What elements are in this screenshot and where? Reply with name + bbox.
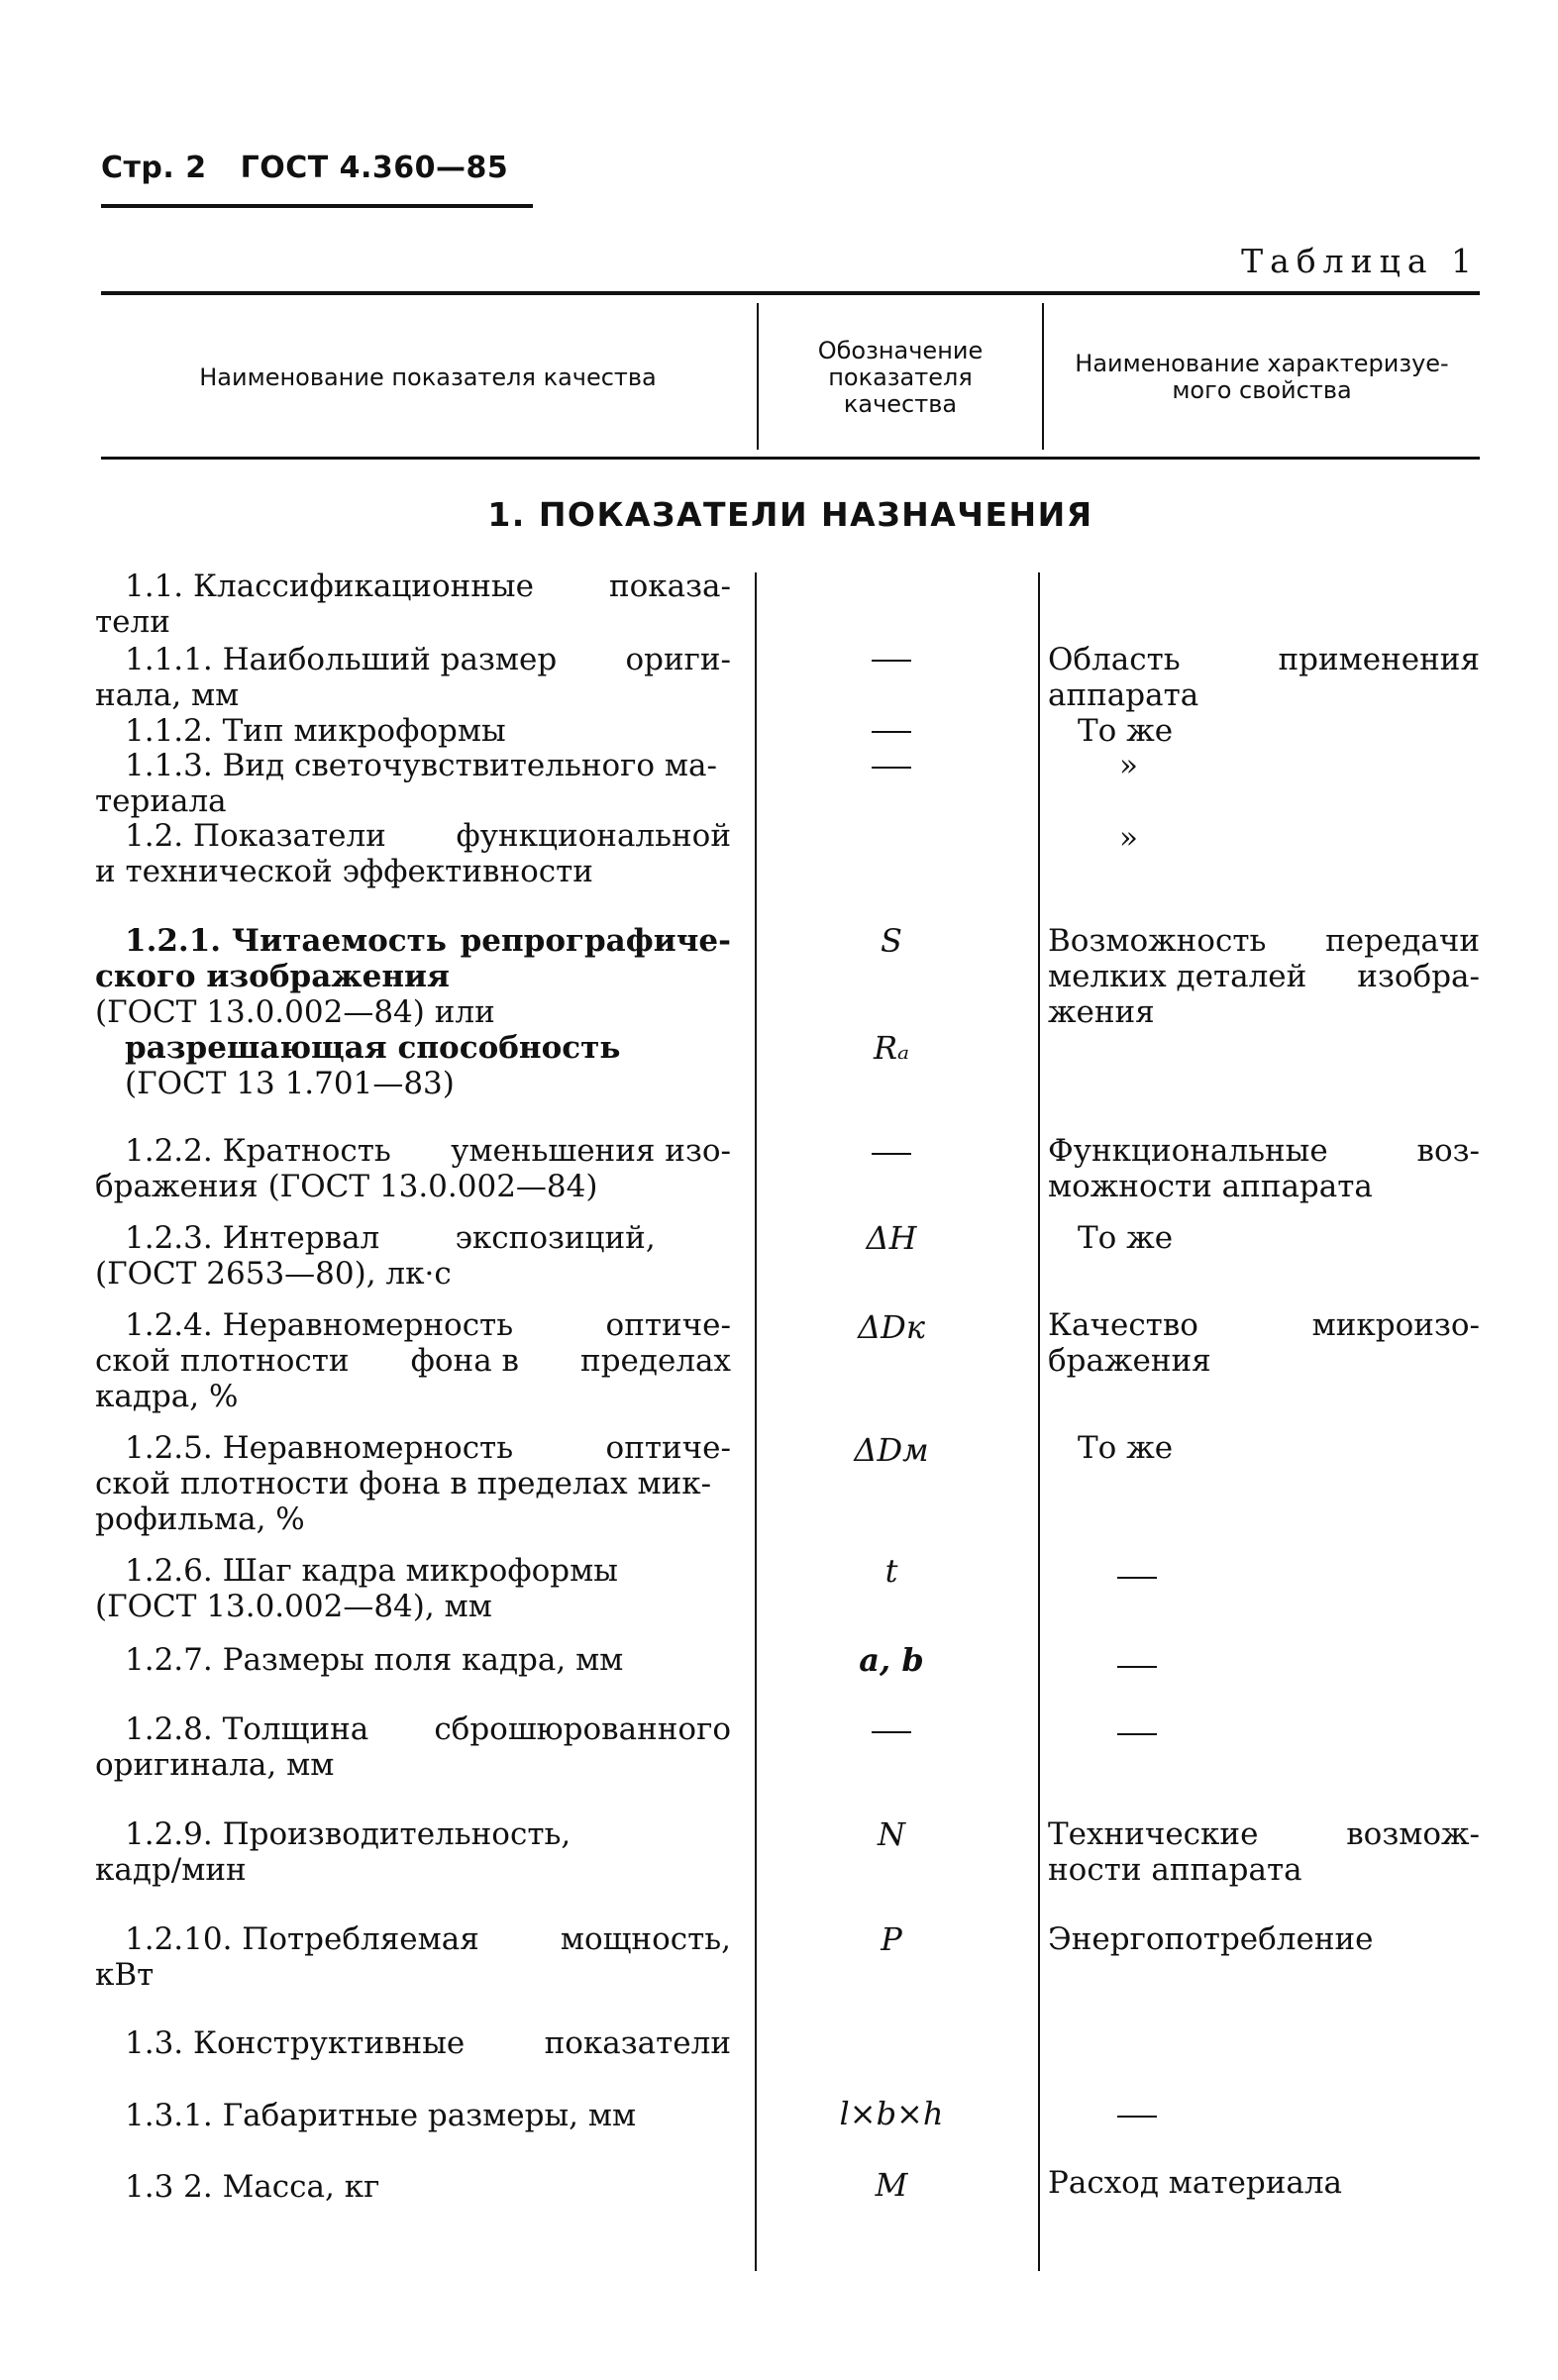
section-title: 1. ПОКАЗАТЕЛИ НАЗНАЧЕНИЯ xyxy=(487,495,1093,534)
row-1-2-name: 1.2. Показатели функциональной и технической эффективности xyxy=(95,818,731,889)
symbol-delta-Dk: ΔDк xyxy=(858,1308,925,1346)
property-1-2-1: Возможность передачи мелких деталей изобра- жения xyxy=(1048,923,1480,1030)
body-divider-1 xyxy=(755,572,757,2271)
row-1-1-name: 1.1. Классификационные показа- тели xyxy=(95,569,731,640)
row-1-2-2-name: 1.2.2. Кратность уменьшения изо- бражения (ГОСТ 13.0.002—84) xyxy=(95,1133,731,1204)
row-1-2-3-name: 1.2.3. Интервал экспозиций, (ГОСТ 2653—80), лк·с xyxy=(95,1220,656,1292)
row-1-2-6-name: 1.2.6. Шаг кадра микроформы (ГОСТ 13.0.002—84), мм xyxy=(95,1553,618,1624)
row-1-3-1-name: 1.3.1. Габаритные размеры, мм xyxy=(125,2098,637,2133)
row-1-3-2-name: 1.3 2. Масса, кг xyxy=(125,2169,380,2205)
property-1-1-3: » xyxy=(1119,748,1138,783)
row-1-2-7-name: 1.2.7. Размеры поля кадра, мм xyxy=(125,1642,624,1678)
symbol-P: P xyxy=(881,1920,902,1958)
row-1-3-name: 1.3. Конструктивные показатели xyxy=(125,2025,731,2061)
property-1-1-2: То же xyxy=(1078,713,1174,749)
table-label: Таблица 1 xyxy=(1241,242,1479,280)
row-1-2-9-name: 1.2.9. Производительность, кадр/мин xyxy=(95,1816,571,1888)
property-1-2-5: То же xyxy=(1078,1430,1174,1466)
property-1-2-2: Функциональные воз- можности аппарата xyxy=(1048,1133,1480,1204)
row-1-2-10-name: 1.2.10. Потребляемая мощность, кВт xyxy=(95,1921,731,1993)
symbol-lbh: l×b×h xyxy=(839,2095,944,2132)
row-1-2-1-name: 1.2.1. Читаемость репрографиче- ского изображения (ГОСТ 13.0.002—84) или разрешающая способность (ГОСТ 13 1.701—83) xyxy=(95,923,731,1101)
symbol-dash-1-1-1 xyxy=(872,660,911,662)
row-1-2-5-name: 1.2.5. Неравномерность оптиче- ской плотности фона в пределах мик- рофильма, % xyxy=(95,1430,731,1537)
property-1-2: » xyxy=(1119,820,1138,856)
row-1-2-8-name: 1.2.8. Толщина сброшюрованного оригинала, мм xyxy=(95,1711,731,1783)
symbol-delta-Dm: ΔDм xyxy=(854,1431,929,1469)
property-dash-1-2-6 xyxy=(1117,1577,1157,1579)
property-1-2-3: То же xyxy=(1078,1220,1174,1256)
standard-code: ГОСТ 4.360—85 xyxy=(240,151,509,185)
property-1-3-2: Расход материала xyxy=(1048,2165,1343,2201)
row-1-1-1-name: 1.1.1. Наибольший размер ориги- нала, мм xyxy=(95,642,731,713)
page-header xyxy=(101,151,508,185)
symbol-S: S xyxy=(881,922,902,960)
property-1-1-1: Область применения аппарата xyxy=(1048,642,1480,713)
table-header-bottom-rule xyxy=(101,457,1480,460)
column-header-property: Наименование характеризуе- мого свойства xyxy=(1075,350,1449,404)
symbol-dash-1-2-8 xyxy=(872,1731,911,1733)
symbol-dash-1-1-3 xyxy=(872,767,911,769)
symbol-delta-H: ΔH xyxy=(866,1219,917,1257)
symbol-dash-1-1-2 xyxy=(872,731,911,733)
property-dash-1-3-1 xyxy=(1117,2116,1157,2118)
column-header-symbol: Обозначение показателя качества xyxy=(817,337,984,418)
row-1-1-3-name: 1.1.3. Вид светочувствительного ма- териала xyxy=(95,748,717,819)
page-number: Стр. 2 xyxy=(101,151,207,185)
column-header-name: Наименование показателя качества xyxy=(199,363,657,391)
header-rule xyxy=(101,204,533,208)
property-1-2-4: Качество микроизо- бражения xyxy=(1048,1307,1480,1379)
table-top-rule xyxy=(101,291,1480,295)
property-1-2-10: Энергопотребление xyxy=(1048,1921,1374,1957)
property-dash-1-2-8 xyxy=(1117,1733,1157,1735)
symbol-N: N xyxy=(878,1815,905,1853)
row-1-1-2-name: 1.1.2. Тип микроформы xyxy=(125,713,506,749)
property-dash-1-2-7 xyxy=(1117,1666,1157,1668)
symbol-dash-1-2-2 xyxy=(872,1153,911,1155)
symbol-Ra: Rₐ xyxy=(873,1029,910,1067)
row-1-2-4-name: 1.2.4. Неравномерность оптиче- ской плотности фона в пределах кадра, % xyxy=(95,1307,731,1414)
body-divider-2 xyxy=(1038,572,1040,2271)
symbol-M: M xyxy=(875,2166,908,2204)
symbol-a-b: a, b xyxy=(859,1641,924,1679)
property-1-2-9: Технические возмож- ности аппарата xyxy=(1048,1816,1480,1888)
symbol-t: t xyxy=(884,1552,898,1590)
